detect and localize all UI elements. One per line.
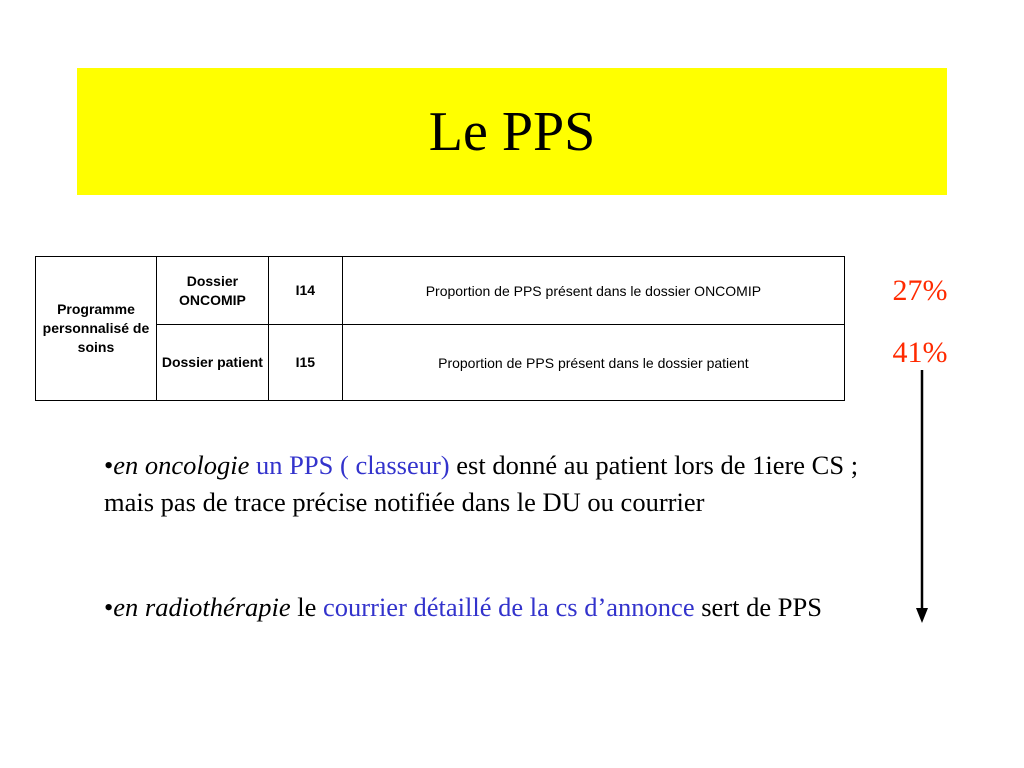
slide-title: Le PPS: [428, 100, 596, 163]
bullet-marker: •: [104, 592, 114, 622]
percentage-i15: 41%: [892, 336, 948, 369]
bullet-text: est donné au patient lors de 1iere CS ; mais pas de trace précise notifiée dans le DU ou courrier: [104, 450, 859, 517]
bullet-highlight-text: courrier détaillé de la cs d’annonce: [323, 592, 695, 622]
percentage-i14: 27%: [892, 274, 948, 307]
bullet-radiotherapy: [104, 589, 914, 626]
title-banner: [77, 68, 947, 195]
source-cell: Dossier ONCOMIP: [156, 257, 268, 325]
bullet-text: le: [290, 592, 324, 622]
bullet-oncology: [104, 447, 914, 521]
table-row: [36, 325, 845, 401]
code-cell: I14: [268, 257, 342, 325]
bullet-highlight-text: un PPS ( classeur): [256, 450, 450, 480]
bullet-marker: •: [104, 450, 114, 480]
category-cell: Programme personnalisé de soins: [36, 257, 157, 401]
bullet-italic-text: en radiothérapie: [113, 592, 291, 622]
bullet-italic-text: en oncologie: [113, 450, 250, 480]
source-cell: Dossier patient: [156, 325, 268, 401]
table-row: [36, 257, 845, 325]
indicator-table: [35, 256, 845, 401]
bullet-text: sert de PPS: [694, 592, 822, 622]
code-cell: I15: [268, 325, 342, 401]
down-arrow-icon: [912, 370, 932, 625]
description-cell: Proportion de PPS présent dans le dossier patient: [342, 325, 844, 401]
description-cell: Proportion de PPS présent dans le dossier ONCOMIP: [342, 257, 844, 325]
